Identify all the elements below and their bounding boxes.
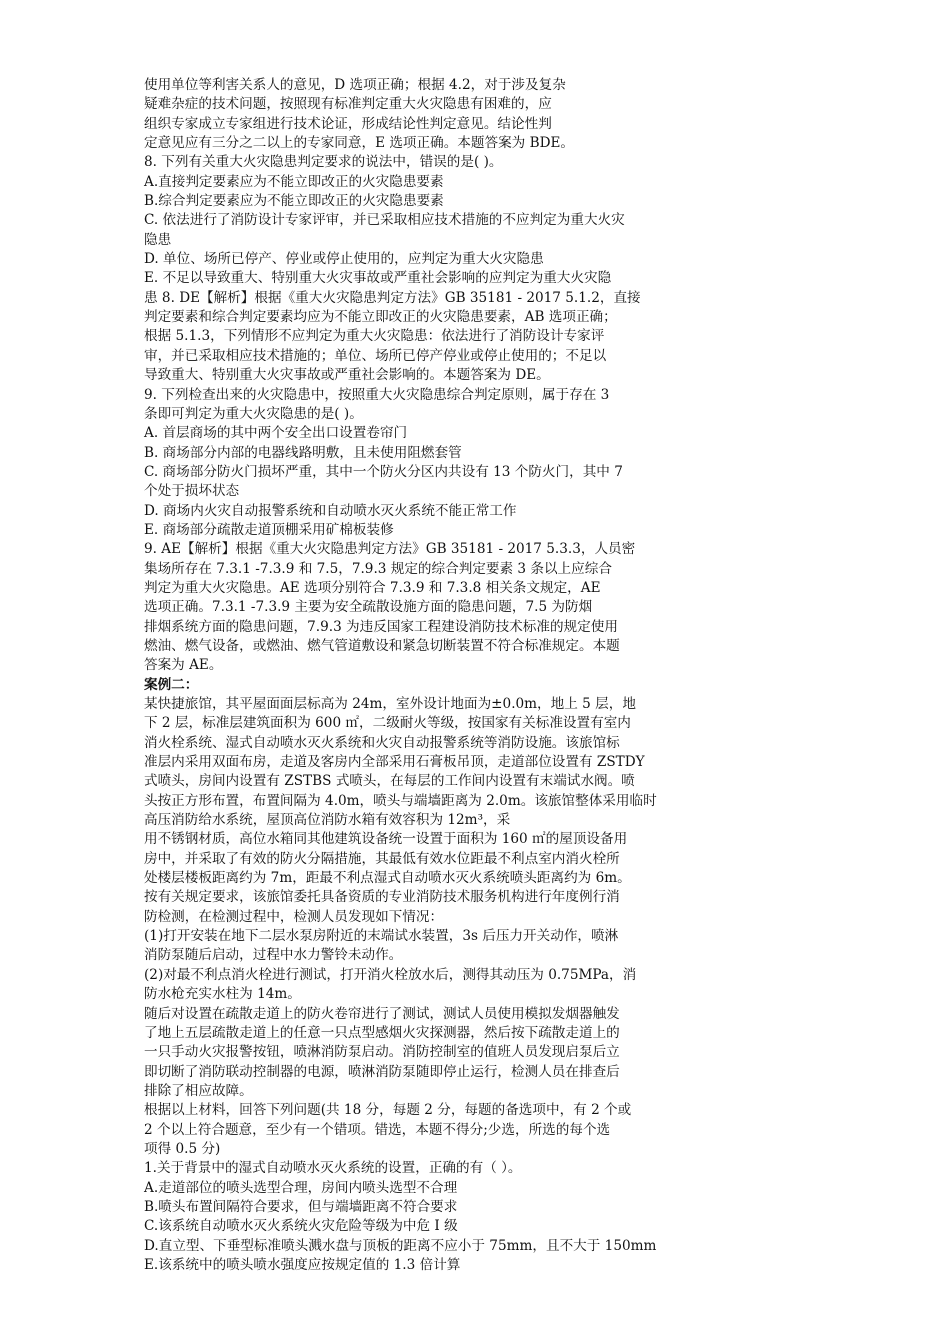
case-paragraph-line: 防水枪充实水柱为 14m。 [144, 986, 301, 1003]
question-1-option-b: B.喷头布置间隔符合要求，但与端墙距离不符合要求 [144, 1198, 458, 1215]
case-paragraph-line: 排除了相应故障。 [144, 1082, 253, 1099]
case-paragraph-line: 消防泵随后启动，过程中水力警铃未动作。 [144, 947, 403, 964]
case-paragraph-line: 准层内采用双面布房，走道及客房内全部采用石膏板吊顶，走道部位设置有 ZSTDY [144, 754, 645, 771]
instructions-line: 项得 0.5 分) [144, 1140, 221, 1157]
question-9-option-e: E. 商场部分疏散走道顶棚采用矿棉板装修 [144, 521, 394, 538]
case-paragraph-line: 即切断了消防联动控制器的电源，喷淋消防泵随即停止运行，检测人员在排查后 [144, 1063, 620, 1080]
question-9-option-c: C. 商场部分防火门损坏严重，其中一个防火分区内共设有 13 个防火门，其中 7 [144, 463, 623, 480]
question-9-answer: 9. AE【解析】根据《重大火灾隐患判定方法》GB 35181 - 2017 5.3.3，人员密 [144, 541, 636, 558]
question-1-option-a: A.走道部位的喷头选型合理，房间内喷头选型不合理 [144, 1179, 458, 1196]
case-two-heading: 案例二： [144, 676, 199, 693]
case-paragraph-line: 处楼层楼板距离约为 7m，距最不利点湿式自动喷水灭火系统喷头距离约为 6m。 [144, 870, 631, 887]
text-line: 审，并已采取相应技术措施的；单位、场所已停产停业或停止使用的；不足以 [144, 347, 607, 364]
text-line: 使用单位等利害关系人的意见，D 选项正确；根据 4.2，对于涉及复杂 [144, 77, 566, 93]
case-paragraph-line: 消火栓系统、湿式自动喷水灭火系统和火灾自动报警系统等消防设施。该旅馆标 [144, 734, 620, 751]
text-line: 根据 5.1.3，下列情形不应判定为重大火灾隐患：依法进行了消防设计专家评 [144, 328, 605, 345]
document-page [144, 76, 764, 1275]
case-paragraph-line: 用不锈钢材质，高位水箱同其他建筑设备统一设置于面积为 160 ㎡的屋顶设备用 [144, 831, 628, 848]
case-paragraph-line: 了地上五层疏散走道上的任意一只点型感烟火灾探测器，然后按下疏散走道上的 [144, 1024, 620, 1041]
question-1-option-e: E.该系统中的喷头喷水强度应按规定值的 1.3 倍计算 [144, 1256, 461, 1273]
question-8-option-e: E. 不足以导致重大、特别重大火灾事故或严重社会影响的应判定为重大火灾隐 [144, 270, 612, 287]
case-paragraph-line: (1)打开安装在地下二层水泵房附近的末端试水装置，3s 后压力开关动作，喷淋 [144, 928, 619, 945]
text-line: 判定要素和综合判定要素均应为不能立即改正的火灾隐患要素，AB 选项正确； [144, 309, 617, 326]
text-line: 导致重大、特别重大火灾事故或严重社会影响的。本题答案为 DE。 [144, 367, 550, 384]
question-9-option-d: D. 商场内火灾自动报警系统和自动喷水灭火系统不能正常工作 [144, 502, 517, 519]
case-paragraph-line: (2)对最不利点消火栓进行测试，打开消火栓放水后，测得其动压为 0.75MPa，消 [144, 966, 637, 983]
text-line: 组织专家成立专家组进行技术论证，形成结论性判定意见。结论性判 [144, 115, 552, 132]
case-paragraph-line: 下 2 层，标准层建筑面积为 600 ㎡，二级耐火等级，按国家有关标准设置有室内 [144, 715, 631, 732]
instructions-line: 根据以上材料，回答下列问题(共 18 分，每题 2 分，每题的备选项中，有 2 个或 [144, 1102, 632, 1119]
question-8-option-c: C. 依法进行了消防设计专家评审，并已采取相应技术措施的不应判定为重大火灾 [144, 212, 625, 229]
question-8-option-b: B.综合判定要素应为不能立即改正的火灾隐患要素 [144, 193, 444, 210]
text-line: 个处于损坏状态 [144, 483, 240, 500]
text-line: 定意见应有三分之二以上的专家同意，E 选项正确。本题答案为 BDE。 [144, 135, 574, 152]
text-line: 排烟系统方面的隐患问题，7.9.3 为违反国家工程建设消防技术标准的规定使用 [144, 618, 618, 635]
case-paragraph-line: 随后对设置在疏散走道上的防火卷帘进行了测试，测试人员使用模拟发烟器触发 [144, 1005, 620, 1022]
text-line: 集场所存在 7.3.1 -7.3.9 和 7.5，7.9.3 规定的综合判定要素 3 条以上应综合 [144, 560, 612, 577]
case-paragraph-line: 式喷头，房间内设置有 ZSTBS 式喷头，在每层的工作间内设置有末端试水阀。喷 [144, 773, 635, 790]
case-paragraph-line: 高压消防给水系统，屋顶高位消防水箱有效容积为 12m³，采 [144, 812, 511, 829]
text-line: 条即可判定为重大火灾隐患的是( )。 [144, 405, 363, 422]
question-8-answer: 患 8. DE【解析】根据《重大火灾隐患判定方法》GB 35181 - 2017 5.1.2，直接 [144, 289, 641, 306]
question-1-stem: 1.关于背景中的湿式自动喷水灭火系统的设置，正确的有（ ）。 [144, 1160, 522, 1177]
question-9-option-a: A. 首层商场的其中两个安全出口设置卷帘门 [144, 425, 408, 442]
text-line: 答案为 AE。 [144, 657, 223, 674]
instructions-line: 2 个以上符合题意，至少有一个错项。错选，本题不得分;少选，所选的每个选 [144, 1121, 611, 1138]
question-1-option-c: C.该系统自动喷水灭火系统火灾危险等级为中危 I 级 [144, 1218, 458, 1235]
case-paragraph-line: 一只手动火灾报警按钮，喷淋消防泵启动。消防控制室的值班人员发现启泵后立 [144, 1044, 620, 1061]
question-9-option-b: B. 商场部分内部的电器线路明敷，且未使用阻燃套管 [144, 444, 462, 461]
question-8-stem: 8. 下列有关重大火灾隐患判定要求的说法中，错误的是( )。 [144, 154, 503, 171]
case-paragraph-line: 防检测，在检测过程中，检测人员发现如下情况： [144, 908, 444, 925]
text-line: 隐患 [144, 231, 172, 248]
question-1-option-d: D.直立型、下垂型标准喷头溅水盘与顶板的距离不应小于 75mm，且不大于 150mm [144, 1237, 657, 1254]
text-line: 选项正确。7.3.1 -7.3.9 主要为安全疏散设施方面的隐患问题，7.5 为防烟 [144, 599, 593, 616]
question-8-option-a: A.直接判定要素应为不能立即改正的火灾隐患要素 [144, 173, 444, 190]
text-line: 判定为重大火灾隐患。AE 选项分别符合 7.3.9 和 7.3.8 相关条文规定，AE [144, 579, 601, 596]
question-9-stem: 9. 下列检查出来的火灾隐患中，按照重大火灾隐患综合判定原则，属于存在 3 [144, 386, 610, 403]
case-paragraph-line: 房中，并采取了有效的防火分隔措施，其最低有效水位距最不利点室内消火栓所 [144, 850, 620, 867]
case-paragraph-line: 某快捷旅馆，其平屋面面层标高为 24m，室外设计地面为±0.0m，地上 5 层，地 [144, 696, 636, 712]
case-paragraph-line: 头按正方形布置，布置间隔为 4.0m，喷头与端墙距离为 2.0m。该旅馆整体采用临时 [144, 792, 657, 809]
question-8-option-d: D. 单位、场所已停产、停业或停止使用的，应判定为重大火灾隐患 [144, 251, 544, 268]
case-paragraph-line: 按有关规定要求，该旅馆委托具备资质的专业消防技术服务机构进行年度例行消 [144, 889, 620, 906]
text-line: 疑难杂症的技术问题，按照现有标准判定重大火灾隐患有困难的，应 [144, 96, 552, 113]
text-line: 燃油、燃气设备，或燃油、燃气管道敷设和紧急切断装置不符合标准规定。本题 [144, 637, 620, 654]
